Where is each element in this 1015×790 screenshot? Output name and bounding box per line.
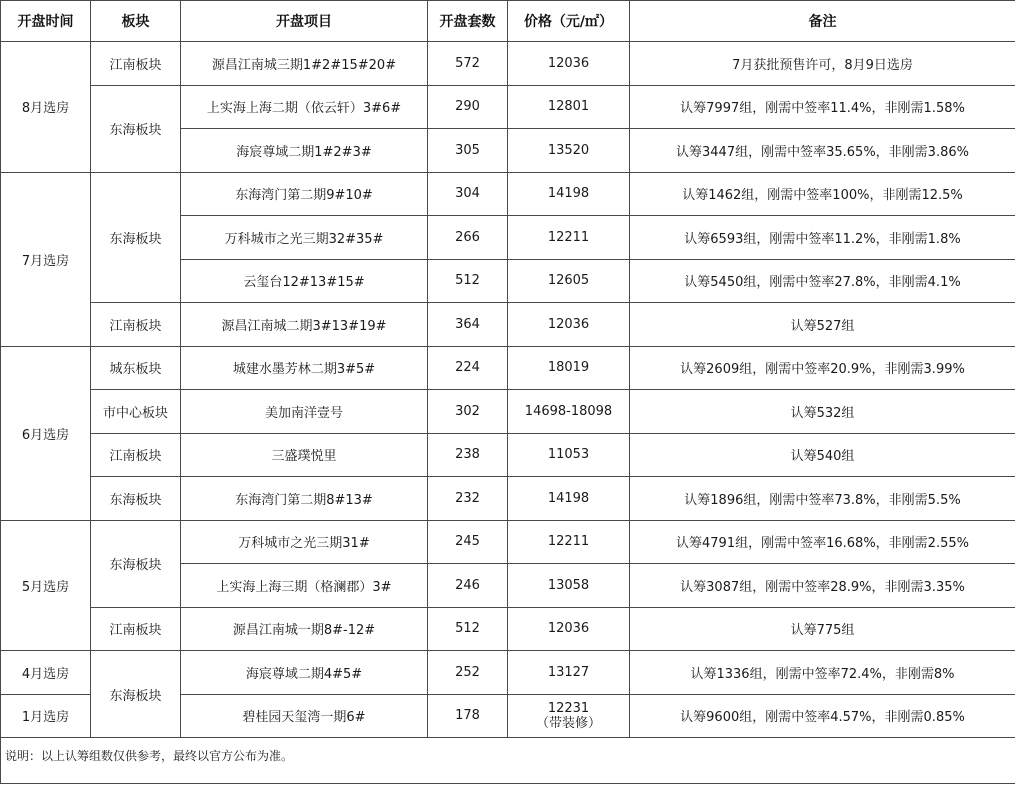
project-cell: 上实海上海三期（格澜郡）3# (181, 564, 428, 608)
price-cell: 13127 (508, 651, 630, 695)
units-cell: 304 (428, 172, 508, 216)
price-cell: 12211 (508, 520, 630, 564)
price-cell: 14698-18098 (508, 390, 630, 434)
units-cell: 266 (428, 216, 508, 260)
units-cell: 178 (428, 694, 508, 738)
time-cell: 8月选房 (1, 42, 91, 173)
price-cell: 12036 (508, 42, 630, 86)
block-cell: 市中心板块 (91, 390, 181, 434)
table-row (1, 390, 1015, 434)
project-cell: 东海湾门第二期8#13# (181, 477, 428, 521)
block-cell: 江南板块 (91, 433, 181, 477)
price-value: 12231 (547, 700, 590, 716)
header-units: 开盘套数 (428, 1, 508, 42)
table-row (1, 346, 1015, 390)
remark-cell: 认筹527组 (630, 303, 1015, 347)
remark-cell: 7月获批预售许可，8月9日选房 (630, 42, 1015, 86)
block-cell: 东海板块 (91, 651, 181, 738)
header-remark: 备注 (630, 1, 1015, 42)
project-cell: 源昌江南城三期1#2#15#20# (181, 42, 428, 86)
units-cell: 252 (428, 651, 508, 695)
table-row (1, 42, 1015, 86)
time-cell: 6月选房 (1, 346, 91, 520)
footnote: 说明：以上认筹组数仅供参考，最终以官方公布为准。 (1, 738, 1015, 784)
price-cell: 12036 (508, 607, 630, 651)
block-cell: 城东板块 (91, 346, 181, 390)
note-row (1, 738, 1015, 784)
units-cell: 232 (428, 477, 508, 521)
price-cell: 11053 (508, 433, 630, 477)
table-row (1, 477, 1015, 521)
block-cell: 江南板块 (91, 607, 181, 651)
project-cell: 海宸尊域二期4#5# (181, 651, 428, 695)
remark-cell: 认筹4791组，刚需中签率16.68%，非刚需2.55% (630, 520, 1015, 564)
units-cell: 224 (428, 346, 508, 390)
units-cell: 364 (428, 303, 508, 347)
price-cell: 12211 (508, 216, 630, 260)
remark-cell: 认筹1336组，刚需中签率72.4%，非刚需8% (630, 651, 1015, 695)
remark-cell: 认筹3087组，刚需中签率28.9%，非刚需3.35% (630, 564, 1015, 608)
units-cell: 290 (428, 85, 508, 129)
project-cell: 上实海上海二期（依云轩）3#6# (181, 85, 428, 129)
remark-cell: 认筹5450组，刚需中签率27.8%，非刚需4.1% (630, 259, 1015, 303)
project-cell: 美加南洋壹号 (181, 390, 428, 434)
project-cell: 源昌江南城二期3#13#19# (181, 303, 428, 347)
remark-cell: 认筹2609组，刚需中签率20.9%，非刚需3.99% (630, 346, 1015, 390)
time-cell: 7月选房 (1, 172, 91, 346)
remark-cell: 认筹9600组，刚需中签率4.57%，非刚需0.85% (630, 694, 1015, 738)
project-cell: 海宸尊域二期1#2#3# (181, 129, 428, 173)
units-cell: 246 (428, 564, 508, 608)
project-cell: 三盛璞悦里 (181, 433, 428, 477)
table-row (1, 172, 1015, 216)
price-cell (508, 694, 630, 738)
table-row (1, 433, 1015, 477)
units-cell: 572 (428, 42, 508, 86)
block-cell: 东海板块 (91, 477, 181, 521)
project-cell: 源昌江南城一期8#-12# (181, 607, 428, 651)
remark-cell: 认筹1896组，刚需中签率73.8%，非刚需5.5% (630, 477, 1015, 521)
remark-cell: 认筹540组 (630, 433, 1015, 477)
header-time: 开盘时间 (1, 1, 91, 42)
remark-cell: 认筹775组 (630, 607, 1015, 651)
project-cell: 云玺台12#13#15# (181, 259, 428, 303)
price-cell: 13058 (508, 564, 630, 608)
project-cell: 东海湾门第二期9#10# (181, 172, 428, 216)
block-cell: 江南板块 (91, 42, 181, 86)
header-project: 开盘项目 (181, 1, 428, 42)
header-block: 板块 (91, 1, 181, 42)
project-cell: 万科城市之光三期32#35# (181, 216, 428, 260)
table-row (1, 85, 1015, 129)
block-cell: 东海板块 (91, 172, 181, 303)
remark-cell: 认筹3447组，刚需中签率35.65%，非刚需3.86% (630, 129, 1015, 173)
time-cell: 4月选房 (1, 651, 91, 695)
units-cell: 305 (428, 129, 508, 173)
remark-cell: 认筹532组 (630, 390, 1015, 434)
price-note: （带装修） (535, 715, 601, 731)
project-cell: 城建水墨芳林二期3#5# (181, 346, 428, 390)
units-cell: 512 (428, 259, 508, 303)
block-cell: 东海板块 (91, 85, 181, 172)
units-cell: 245 (428, 520, 508, 564)
time-cell: 5月选房 (1, 520, 91, 651)
remark-cell: 认筹1462组，刚需中签率100%，非刚需12.5% (630, 172, 1015, 216)
units-cell: 512 (428, 607, 508, 651)
price-cell: 14198 (508, 172, 630, 216)
time-cell: 1月选房 (1, 694, 91, 738)
project-cell: 万科城市之光三期31# (181, 520, 428, 564)
price-cell: 18019 (508, 346, 630, 390)
table-row (1, 607, 1015, 651)
units-cell: 302 (428, 390, 508, 434)
price-cell: 12036 (508, 303, 630, 347)
table-row (1, 651, 1015, 695)
price-cell: 14198 (508, 477, 630, 521)
remark-cell: 认筹7997组，刚需中签率11.4%，非刚需1.58% (630, 85, 1015, 129)
block-cell: 东海板块 (91, 520, 181, 607)
price-cell: 12605 (508, 259, 630, 303)
remark-cell: 认筹6593组，刚需中签率11.2%，非刚需1.8% (630, 216, 1015, 260)
project-cell: 碧桂园天玺湾一期6# (181, 694, 428, 738)
price-cell: 12801 (508, 85, 630, 129)
block-cell: 江南板块 (91, 303, 181, 347)
table-row (1, 520, 1015, 564)
units-cell: 238 (428, 433, 508, 477)
price-cell: 13520 (508, 129, 630, 173)
header-price: 价格（元/㎡） (508, 1, 630, 42)
table-row (1, 303, 1015, 347)
header-row (1, 1, 1015, 42)
